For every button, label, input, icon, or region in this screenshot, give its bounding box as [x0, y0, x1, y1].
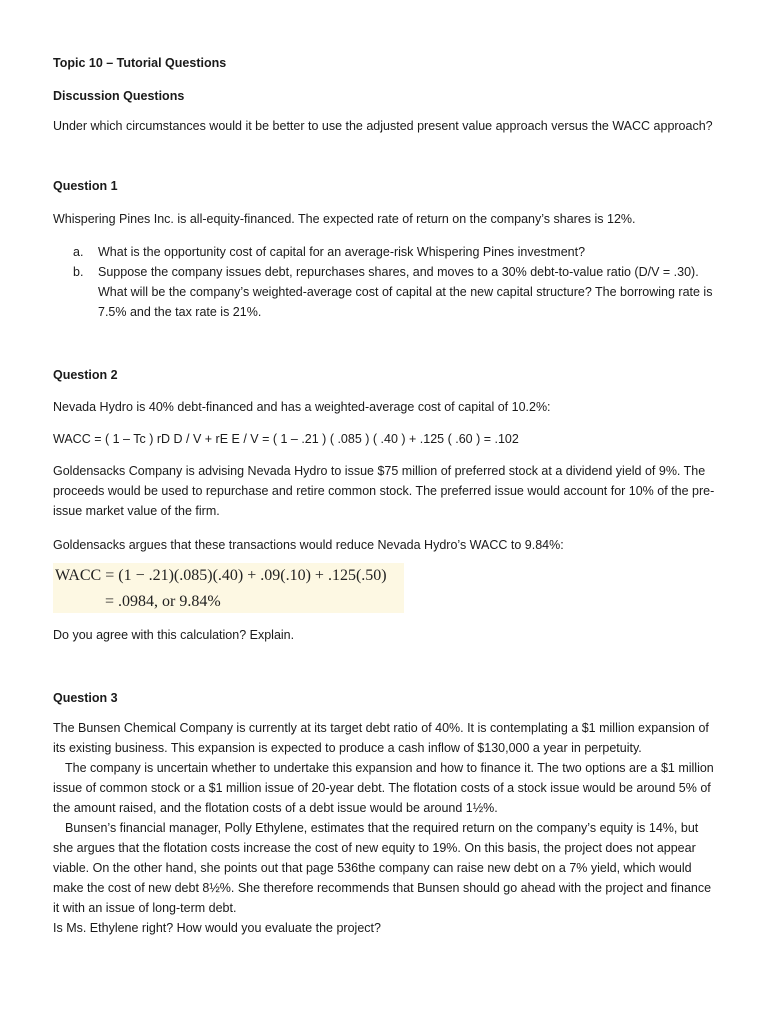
question-2-para-1: Nevada Hydro is 40% debt-financed and has a weighted-average cost of capital of 10.2%:	[53, 400, 551, 414]
question-2-para-3: Goldensacks Company is advising Nevada Hydro to issue $75 million of preferred stock at a dividend yield of 9%. The proceeds would be used to repurchase and retire common stock. The preferred issue would account for 10% of the pre-issue market value of the firm.	[53, 464, 715, 518]
page-title: Topic 10 – Tutorial Questions	[53, 56, 227, 70]
formula-line-1: WACC = (1 − .21)(.085)(.40) + .09(.10) + .125(.50)	[55, 567, 387, 584]
formula-line-2: = .0984, or 9.84%	[105, 593, 221, 610]
list-marker: a.	[73, 245, 84, 259]
discussion-text: Under which circumstances would it be better to use the adjusted present value approach versus the WACC approach?	[53, 119, 713, 133]
list-marker: b.	[73, 265, 84, 279]
question-1-intro: Whispering Pines Inc. is all-equity-financed. The expected rate of return on the company’s shares is 12%.	[53, 212, 636, 226]
discussion-heading: Discussion Questions	[53, 89, 185, 103]
question-3-para-3: Bunsen’s financial manager, Polly Ethylene, estimates that the required return on the company’s equity is 14%, but she argues that the flotation costs increase the cost of new equity to 19%. On this basis, the project does not appear viable. On the other hand, she points out that page 536the company can raise new debt on a 7% yield, which would make the cost of new debt 8½%. She therefore recommends that Bunsen should go ahead with the project and finance it with an issue of long-term debt.	[53, 821, 712, 915]
list-item-text: Suppose the company issues debt, repurchases shares, and moves to a 30% debt-to-value ratio (D/V = .30). What will be the company’s weighted-average cost of capital at the new capital structure? The borrowing rate is 7.5% and the tax rate is 21%.	[98, 265, 713, 319]
question-2-heading: Question 2	[53, 368, 118, 382]
question-3-para-2: The company is uncertain whether to undertake this expansion and how to finance it. The two options are a $1 million issue of common stock or a $1 million issue of 20-year debt. The flotation costs of a stock issue would be around 5% of the amount raised, and the flotation costs of a debt issue would be around 1½%.	[53, 761, 714, 815]
question-2-para-4: Goldensacks argues that these transactions would reduce Nevada Hydro’s WACC to 9.84%:	[53, 538, 564, 552]
question-1-heading: Question 1	[53, 179, 118, 193]
list-item-text: What is the opportunity cost of capital for an average-risk Whispering Pines investment?	[98, 245, 586, 259]
question-3-body	[53, 718, 717, 938]
list-item	[53, 262, 717, 322]
question-2-para-5: Do you agree with this calculation? Explain.	[53, 628, 295, 642]
question-3-para-4: Is Ms. Ethylene right? How would you evaluate the project?	[53, 921, 381, 935]
question-3-heading: Question 3	[53, 691, 118, 705]
question-1-list	[53, 242, 717, 322]
question-3-para-1: The Bunsen Chemical Company is currently at its target debt ratio of 40%. It is contemplating a $1 million expansion of its existing business. This expansion is expected to produce a cash inflow of $130,000 a year in perpetuity.	[53, 721, 709, 755]
question-2-wacc-equation: WACC = ( 1 – Tc ) rD D / V + rE E / V = ( 1 – .21 ) ( .085 ) ( .40 ) + .125 ( .60 ) = .102	[53, 432, 519, 446]
list-item	[53, 242, 717, 262]
wacc-formula-box	[53, 563, 404, 613]
